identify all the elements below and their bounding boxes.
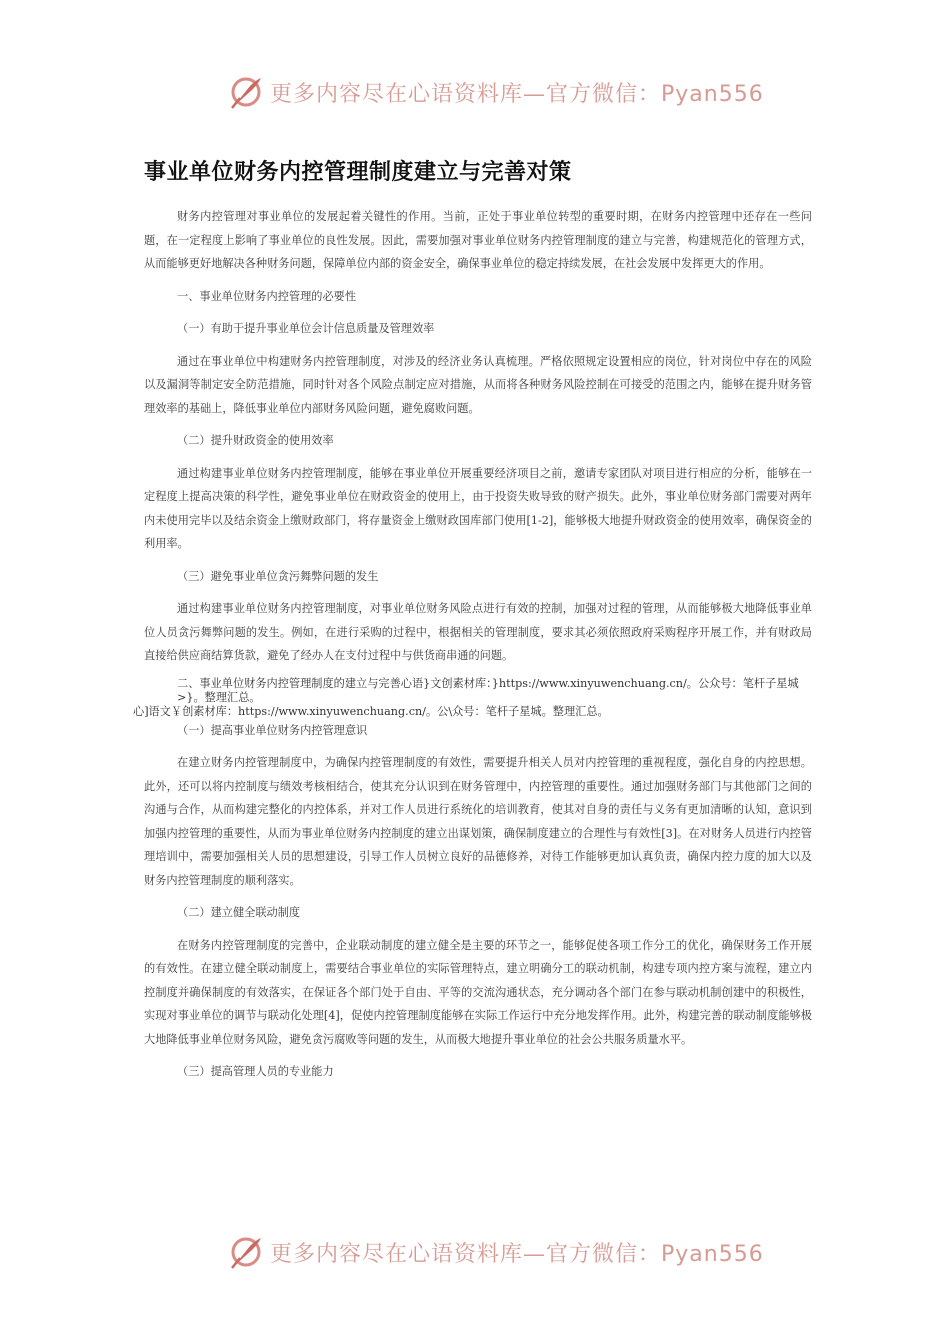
section-1-sub-3-paragraph: 通过构建事业单位财务内控管理制度，对事业单位财务风险点进行有效的控制，加强对过程的管理，从而能够极大地降低事业单位人员贪污舞弊问题的发生。例如，在进行采购的过程中，根据相关的管理制度，要求其必须依照政府采购程序开展工作，并有财政局直接给供应商结算货款，避免了经办人在支付过程中与供货商串通的问题。 (144, 602, 812, 662)
quill-logo-icon (228, 1234, 264, 1270)
watermark-text: 更多内容尽在心语资料库—官方微信：Pyan556 (270, 1241, 764, 1267)
section-2-sub-1-heading: （一）提高事业单位财务内控管理意识 (177, 723, 368, 737)
intro-paragraph: 财务内控管理对事业单位的发展起着关键性的作用。当前，正处于事业单位转型的重要时期，在财务内控管理中还存在一些问题，在一定程度上影响了事业单位的良性发展。因此，需要加强对事业单位财务内控管理制度的建立与完善，构建规范化的管理方式，从而能够更好地解决各种财务问题，保障单位内部的资金安全，确保事业单位的稳定持续发展，在社会发展中发挥更大的作用。 (144, 210, 812, 270)
section-2-sub-2-heading: （二）建立健全联动制度 (177, 906, 301, 919)
section-1-sub-2-heading: （二）提升财政资金的使用效率 (177, 434, 334, 447)
header-watermark-banner (228, 72, 764, 112)
section-1-sub-1-heading: （一）有助于提升事业单位会计信息质量及管理效率 (177, 322, 435, 335)
section-2-sub-2-paragraph: 在财务内控管理制度的完善中，企业联动制度的建立健全是主要的环节之一，能够促使各项工作分工的优化，确保财务工作开展的有效性。在建立健全联动制度上，需要结合事业单位的实际管理特点，建立明确分工的联动机制，构建专项内控方案与流程，建立内控制度并确保制度的有效落实，在保证各个部门处于自由、平等的交流沟通状态，充分调动各个部门在参与联动机制创建中的积极性，实现对事业单位的调节与联动化处理[4]，促使内控管理制度能够在实际工作运行中充分地发挥作用。此外，构建完善的联动制度能够极大地降低事业单位财务风险，避免贪污腐败等问题的发生，从而极大地提升事业单位的社会公共服务质量水平。 (144, 938, 812, 1046)
section-2-sub-3-heading: （三）提高管理人员的专业能力 (177, 1065, 334, 1078)
document-body (133, 205, 812, 1093)
section-1-sub-2-paragraph: 通过构建事业单位财务内控管理制度，能够在事业单位开展重要经济项目之前，邀请专家团队对项目进行相应的分析，能够在一定程度上提高决策的科学性，避免事业单位在财政资金的使用上，由于投资失败导致的财产损失。此外，事业单位财务部门需要对两年内未使用完毕以及结余资金上缴财政部门，将存量资金上缴财政国库部门使用[1-2]，能够极大地提升财政资金的使用效率，确保资金的利用率。 (144, 466, 812, 550)
footer-watermark-banner (228, 1232, 764, 1272)
document-title: 事业单位财务内控管理制度建立与完善对策 (144, 159, 572, 185)
section-1-sub-3-heading: （三）避免事业单位贪污舞弊问题的发生 (177, 569, 379, 583)
quill-logo-icon (228, 74, 264, 110)
section-1-heading: 一、事业单位财务内控管理的必要性 (177, 289, 357, 303)
section-2-heading: 二、事业单位财务内控管理制度的建立与完善心语}文创素材库：}https://www.xinyuwenchuang.cn/。公众号：笔杆子星城>}。整理汇总。 (177, 676, 799, 704)
wechat-id: Pyan556 (661, 1241, 764, 1267)
section-1-sub-1-paragraph: 通过在事业单位中构建财务内控管理制度，对涉及的经济业务认真梳理。严格依照规定设置相应的岗位，针对岗位中存在的风险以及漏洞等制定安全防范措施，同时针对各个风险点制定应对措施，从而将各种财务风险控制在可接受的范围之内，能够在提升财务管理效率的基础上，降低事业单位内部财务风险问题，避免腐败问题。 (144, 354, 812, 415)
source-watermark-line: 心]语文￥创素材库：https://www.xinyuwenchuang.cn/。公\众号：笔杆子星城。整理汇总。 (133, 704, 609, 718)
watermark-text: 更多内容尽在心语资料库—官方微信：Pyan556 (270, 81, 764, 107)
wechat-id: Pyan556 (661, 81, 764, 107)
section-2-sub-1-paragraph: 在建立财务内控管理制度中，为确保内控管理制度的有效性，需要提升相关人员对内控管理的重视程度，强化自身的内控思想。此外，还可以将内控制度与绩效考核相结合，使其充分认识到在财务管理中，内控管理的重要性。通过加强财务部门与其他部门之间的沟通与合作，从而构建完整化的内控体系，并对工作人员进行系统化的培训教育，使其对自身的责任与义务有更加清晰的认知，意识到加强内控管理的重要性，从而为事业单位财务内控制度的建立出谋划策，确保制度建立的合理性与有效性[3]。在对财务人员进行内控管理培训中，需要加强相关人员的思想建设，引导工作人员树立良好的品德修养，对待工作能够更加认真负责，确保内控力度的加大以及财务内控管理制度的顺利落实。 (144, 756, 812, 887)
